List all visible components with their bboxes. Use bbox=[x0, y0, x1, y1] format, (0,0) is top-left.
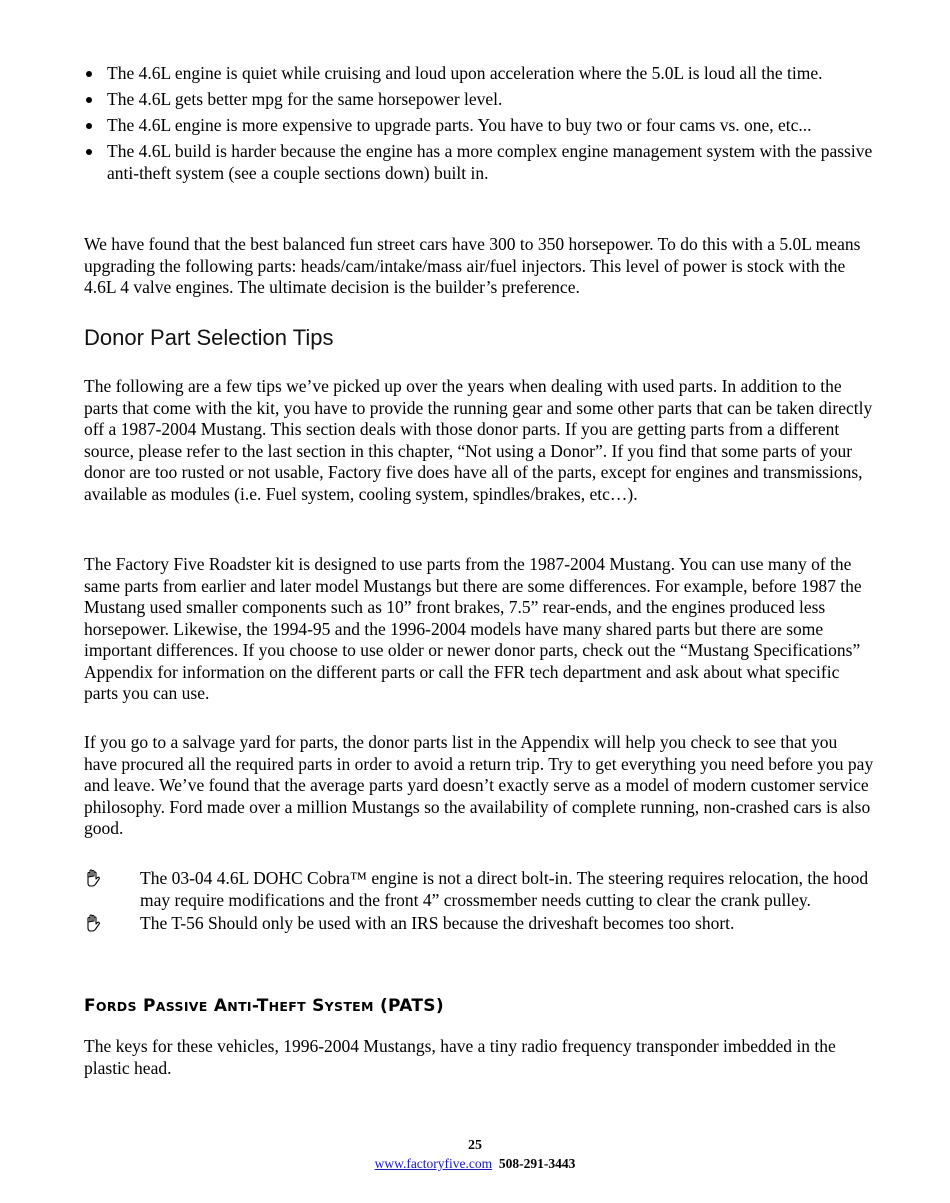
note-item: The 03-04 4.6L DOHC Cobra™ engine is not a direct bolt-in. The steering requires relocation, the hood may require modifications and the front 4” crossmember needs cutting to clear the crank pulley. bbox=[84, 868, 874, 911]
kit-parts-paragraph: The Factory Five Roadster kit is designed to use parts from the 1987-2004 Mustang. You can use many of the same parts from earlier and later model Mustangs but there are some differences. For example, before 1987 the Mustang used smaller components such as 10” front brakes, 7.5” rear-ends, and the engines produced less horsepower. Likewise, the 1994-95 and the 1996-2004 models have many shared parts but there are some important differences. If you choose to use older or newer donor parts, check out the “Mustang Specifications” Appendix for information on the different parts or call the FFR tech department and ask about what specific parts you can use. bbox=[84, 554, 862, 703]
salvage-yard-paragraph: If you go to a salvage yard for parts, the donor parts list in the Appendix will help you check to see that you have procured all the required parts in order to avoid a return trip. Try to get everything you need before you pay and leave. We’ve found that the average parts yard doesn’t exactly serve as a model of modern customer service philosophy. Ford made over a million Mustangs so the availability of complete running, non-crashed cars is also good. bbox=[84, 732, 874, 838]
donor-tips-heading: Donor Part Selection Tips bbox=[84, 325, 334, 350]
donor-intro-paragraph: The following are a few tips we’ve picked up over the years when dealing with used parts. In addition to the parts that come with the kit, you have to provide the running gear and some other parts that can be taken directly off a 1987-2004 Mustang. This section deals with those donor parts. If you are getting parts from a different source, please refer to the last section in this chapter, “Not using a Donor”. If you find that some parts of your donor are too rusted or not usable, Factory five does have all of the parts, except for engines and transmissions, available as modules (i.e. Fuel system, cooling system, spindles/brakes, etc…). bbox=[84, 376, 873, 504]
bullet-icon bbox=[86, 71, 92, 77]
notes-list bbox=[84, 868, 874, 937]
website-link[interactable]: www.factoryfive.com bbox=[374, 1156, 493, 1171]
engine-comparison-list bbox=[84, 63, 874, 189]
page-number: 25 bbox=[468, 1138, 482, 1153]
bullet-icon bbox=[86, 149, 92, 155]
bullet-icon bbox=[86, 97, 92, 103]
list-item: The 4.6L build is harder because the engine has a more complex engine management system with the passive anti-theft system (see a couple sections down) built in. bbox=[84, 141, 874, 184]
phone-number: 508-291-3443 bbox=[498, 1156, 576, 1171]
bullet-icon bbox=[86, 123, 92, 129]
list-item: The 4.6L gets better mpg for the same horsepower level. bbox=[84, 89, 874, 111]
note-item: The T-56 Should only be used with an IRS because the driveshaft becomes too short. bbox=[84, 913, 874, 935]
list-item: The 4.6L engine is quiet while cruising and loud upon acceleration where the 5.0L is loud all the time. bbox=[84, 63, 874, 85]
pats-heading: FORDS PASSIVE ANTI-THEFT SYSTEM (PATS) bbox=[84, 996, 444, 1016]
list-item: The 4.6L engine is more expensive to upgrade parts. You have to buy two or four cams vs. one, etc... bbox=[84, 115, 874, 137]
footer-contact bbox=[0, 1153, 950, 1175]
pointing-hand-icon bbox=[84, 914, 104, 934]
pats-paragraph: The keys for these vehicles, 1996-2004 Mustangs, have a tiny radio frequency transponder imbedded in the plastic head. bbox=[84, 1036, 836, 1078]
pointing-hand-icon bbox=[84, 869, 104, 889]
horsepower-paragraph: We have found that the best balanced fun street cars have 300 to 350 horsepower. To do this with a 5.0L means upgrading the following parts: heads/cam/intake/mass air/fuel injectors. This level of power is stock with the 4.6L 4 valve engines. The ultimate decision is the builder’s preference. bbox=[84, 234, 861, 297]
